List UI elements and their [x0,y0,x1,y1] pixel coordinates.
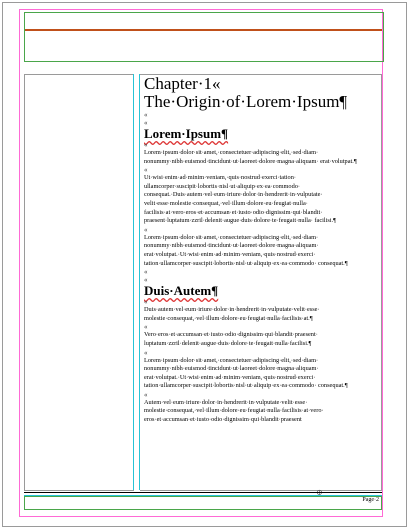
paragraph-mark: « [144,323,148,332]
body-paragraph: Autem·vel·eum·iriure·dolor·in·hendrerit·in·vulputate·velit·esse· molestie·consequat,·vel·illum·dolore·eu·feugiat·nulla·facilisis·at·vero· eros·et·accumsan·et·iusto·odio·dignissim·qui·blandit·praesent [144,398,324,424]
paragraph-mark: « [144,390,148,399]
paragraph-mark: « [144,225,148,234]
header-frame[interactable] [24,12,384,62]
body-paragraph: Ut·wisi·enim·ad·minim·veniam,·quis·nostrud·exerci·tation· ullamcorper·suscipit·lobortis·nisl·ut·aliquip·ex·ea·commodo· consequat.·Duis·autem·vel·eum·iriure·dolor·in·hendrerit·in·vulputate· velit·esse·molestie·consequat,·vel·illum·dolore·eu·feugiat·nulla· facilisis·at·vero·eros·et·accumsan·et·iusto·odio·dignissim·qui·blandit· praesent·luptatum·zzril·delenit·augue·duis·dolore·te·feugait·nulla· facilisi.¶ [144,174,337,225]
section-heading-duis-autem: Duis·Autem¶ [144,283,219,299]
paragraph-mark: « [144,111,148,119]
paragraph-mark: « [144,348,148,357]
body-paragraph: Duis·autem·vel·eum·iriure·dolor·in·hendrerit·in·vulputate·velit·esse· molestie·consequat,·vel·illum·dolore·eu·feugiat·nulla·facilisis·at.¶ [144,306,320,322]
footer-frame[interactable] [24,496,382,510]
left-text-frame[interactable] [24,74,134,491]
page-number: Page·2 [362,497,379,503]
paragraph-mark: « [144,166,148,175]
header-rule [25,29,382,31]
column-guide-left [133,74,134,490]
paragraph-mark: « [144,298,148,307]
chapter-subtitle: The·Origin·of·Lorem·Ipsum¶ [144,92,348,111]
paragraph-mark: « [144,119,148,127]
paragraph-mark: « [144,268,148,277]
paragraph-mark: « [144,141,148,149]
body-paragraph: Lorem·ipsum·dolor·sit·amet,·consectetuer·adipiscing·elit,·sed·diam· nonummy·nibh·euismod·tincidunt·ut·laoreet·dolore·magna·aliquam· erat·volutpat.¶ [144,149,357,165]
paragraph-mark: « [144,276,148,285]
section-heading-lorem-ipsum: Lorem·Ipsum¶ [144,126,229,141]
chapter-title: Chapter·1« [144,75,221,93]
body-paragraph: Vero·eros·et·accumsan·et·iusto·odio·dignissim·qui·blandit·praesent· luptatum·zzril·delenit·augue·duis·dolore·te·feugait·nulla·facilisi.¶ [144,331,318,347]
footer-rule [24,492,382,493]
body-paragraph: Lorem·ipsum·dolor·sit·amet,·consectetuer·adipiscing·elit,·sed·diam· nonummy·nibh·euismod·tincidunt·ut·laoreet·dolore·magna·aliquam· erat·volutpat.·Ut·wisi·enim·ad·minim·veniam,·quis·nostrud·exerci· tation·ullamcorper·suscipit·lobortis·nisl·ut·aliquip·ex·ea·commodo· consequat.¶ [144,356,348,390]
main-text-content[interactable] [144,75,382,488]
body-paragraph: Lorem·ipsum·dolor·sit·amet,·consectetuer·adipiscing·elit,·sed·diam· nonummy·nibh·euismod·tincidunt·ut·laoreet·dolore·magna·aliquam· erat·volutpat.·Ut·wisi·enim·ad·minim·veniam,·quis·nostrud·exerci· tation·ullamcorper·suscipit·lobortis·nisl·ut·aliquip·ex·ea·commodo· consequat.¶ [144,233,348,267]
